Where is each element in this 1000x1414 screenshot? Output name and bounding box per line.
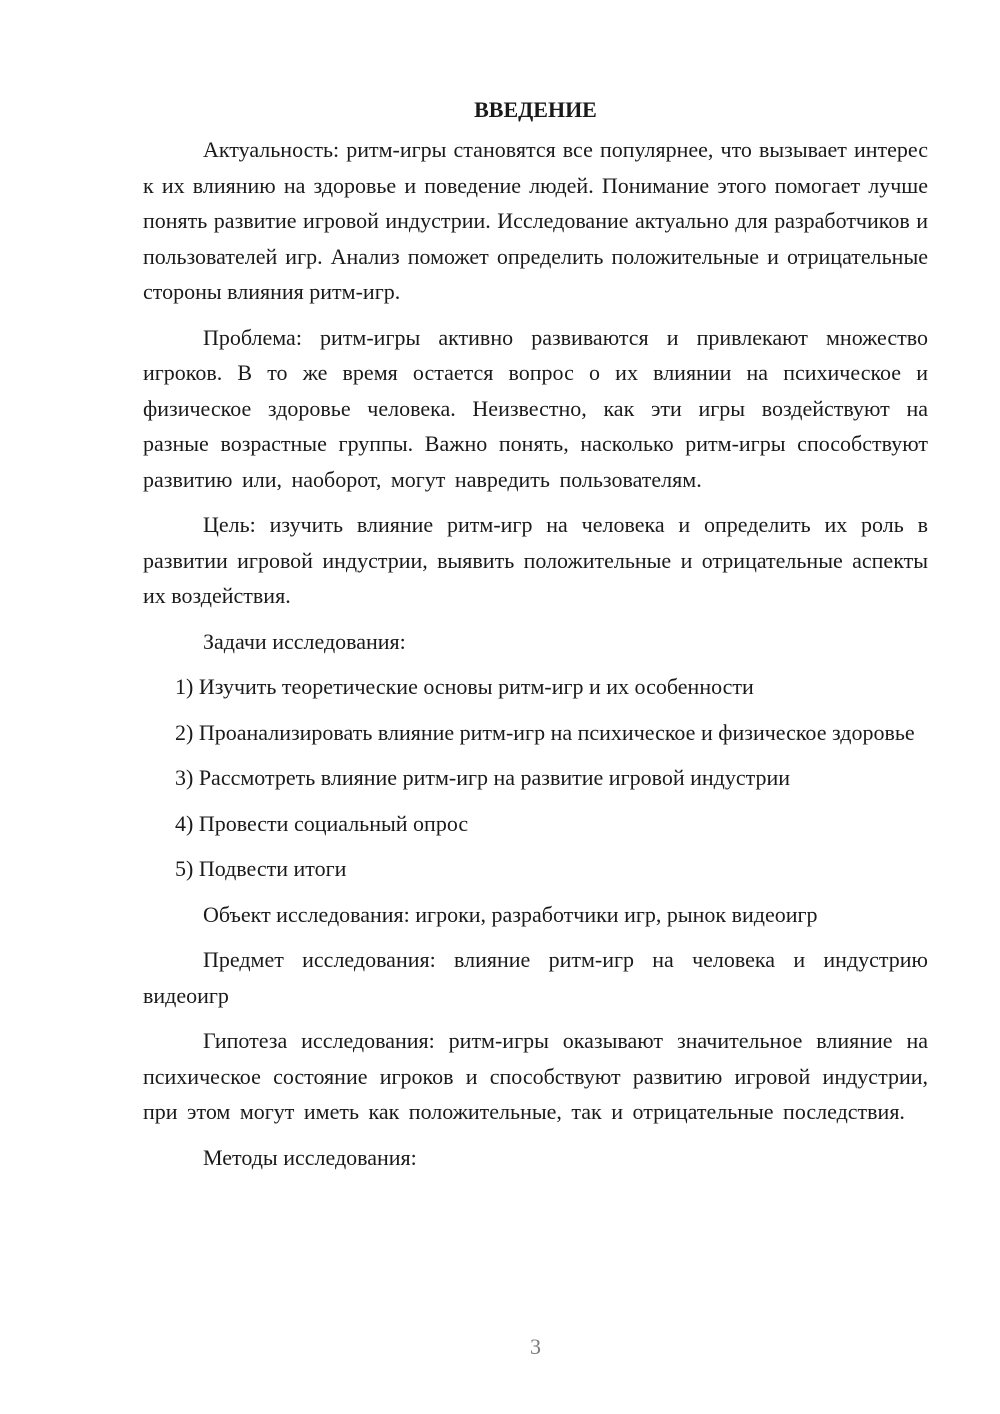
tasks-heading: Задачи исследования:	[203, 628, 406, 654]
methods-heading: Методы исследования:	[203, 1144, 417, 1170]
task-item-2: 2) Проанализировать влияние ритм-игр на психическое и физическое здоровье	[175, 719, 915, 745]
page-content	[143, 96, 928, 1185]
relevance-paragraph: Актуальность: ритм-игры становятся все популярнее, что вызывает интерес к их влиянию на здоровье и поведение людей. Понимание этого помогает лучше понять развитие игровой индустрии. Исследование актуально для разработчиков и пользователей игр. Анализ поможет определить положительные и отрицательные стороны влияния ритм-игр.	[143, 137, 928, 304]
problem-paragraph: Проблема: ритм-игры активно развиваются и привлекают множество игроков. В то же время остается вопрос о их влиянии на психическое и физическое здоровье человека. Неизвестно, как эти игры воздействуют на разные возрастные группы. Важно понять, насколько ритм-игры способствуют развитию или, наоборот, могут навредить пользователям.	[143, 324, 928, 492]
object-paragraph: Объект исследования: игроки, разработчики игр, рынок видеоигр	[203, 901, 818, 927]
page-number: 3	[530, 1334, 541, 1359]
hypothesis-paragraph: Гипотеза исследования: ритм-игры оказывают значительное влияние на психическое состояние игроков и способствуют развитию игровой индустрии, при этом могут иметь как положительные, так и отрицательные последствия.	[143, 1028, 928, 1124]
task-item-3: 3) Рассмотреть влияние ритм-игр на развитие игровой индустрии	[175, 765, 791, 790]
section-title: ВВЕДЕНИЕ	[474, 97, 597, 122]
goal-paragraph: Цель: изучить влияние ритм-игр на человека и определить их роль в развитии игровой индустрии, выявить положительные и отрицательные аспекты их воздействия.	[143, 512, 928, 608]
task-item-4: 4) Провести социальный опрос	[175, 810, 469, 836]
subject-paragraph: Предмет исследования: влияние ритм-игр на человека и индустрию видеоигр	[143, 947, 928, 1008]
task-item-5: 5) Подвести итоги	[175, 856, 347, 881]
task-item-1: 1) Изучить теоретические основы ритм-игр и их особенности	[175, 674, 754, 699]
